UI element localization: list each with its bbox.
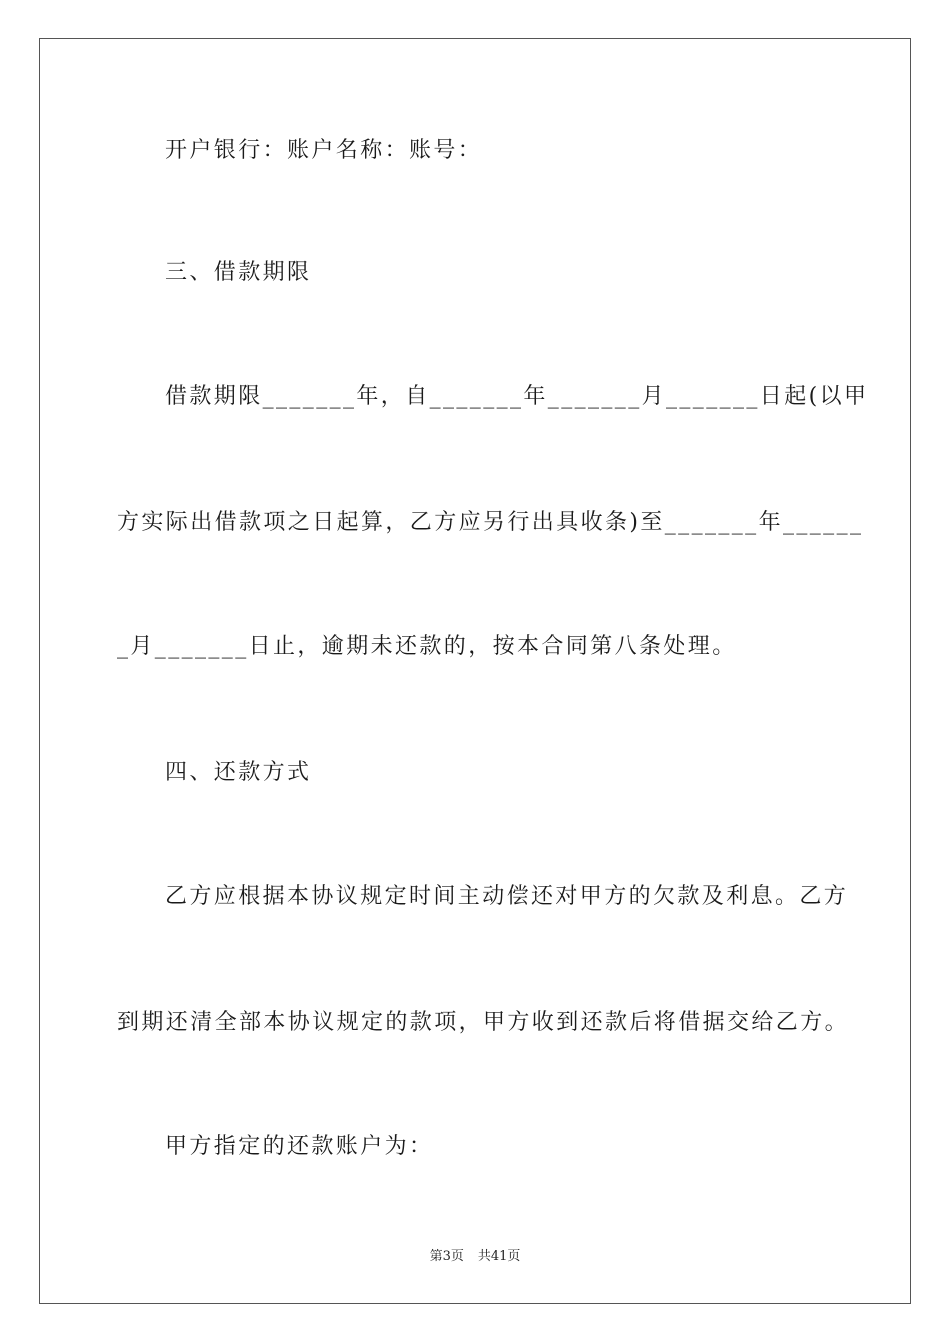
page-frame: [39, 38, 911, 1304]
total-pages: 共41页: [477, 1249, 521, 1264]
loan-term-paragraph-line-1: 借款期限_______年，自_______年_______月_______日起(以甲: [165, 384, 869, 409]
repayment-paragraph-line-2: 到期还清全部本协议规定的款项，甲方收到还款后将借据交给乙方。: [117, 1010, 850, 1035]
section-heading-loan-term: 三、借款期限: [165, 260, 312, 285]
loan-term-paragraph-line-2: 方实际出借款项之日起算，乙方应另行出具收条)至_______年______: [117, 510, 864, 535]
loan-term-paragraph-line-3: _月_______日止，逾期未还款的，按本合同第八条处理。: [117, 634, 737, 659]
repayment-paragraph-line-1: 乙方应根据本协议规定时间主动偿还对甲方的欠款及利息。乙方: [165, 884, 849, 909]
page-number: 第3页: [429, 1249, 464, 1264]
repayment-account-line: 甲方指定的还款账户为：: [165, 1134, 434, 1159]
section-heading-repayment: 四、还款方式: [165, 760, 312, 785]
bank-account-line: 开户银行：账户名称：账号：: [165, 138, 483, 163]
page-footer: [0, 1245, 950, 1264]
